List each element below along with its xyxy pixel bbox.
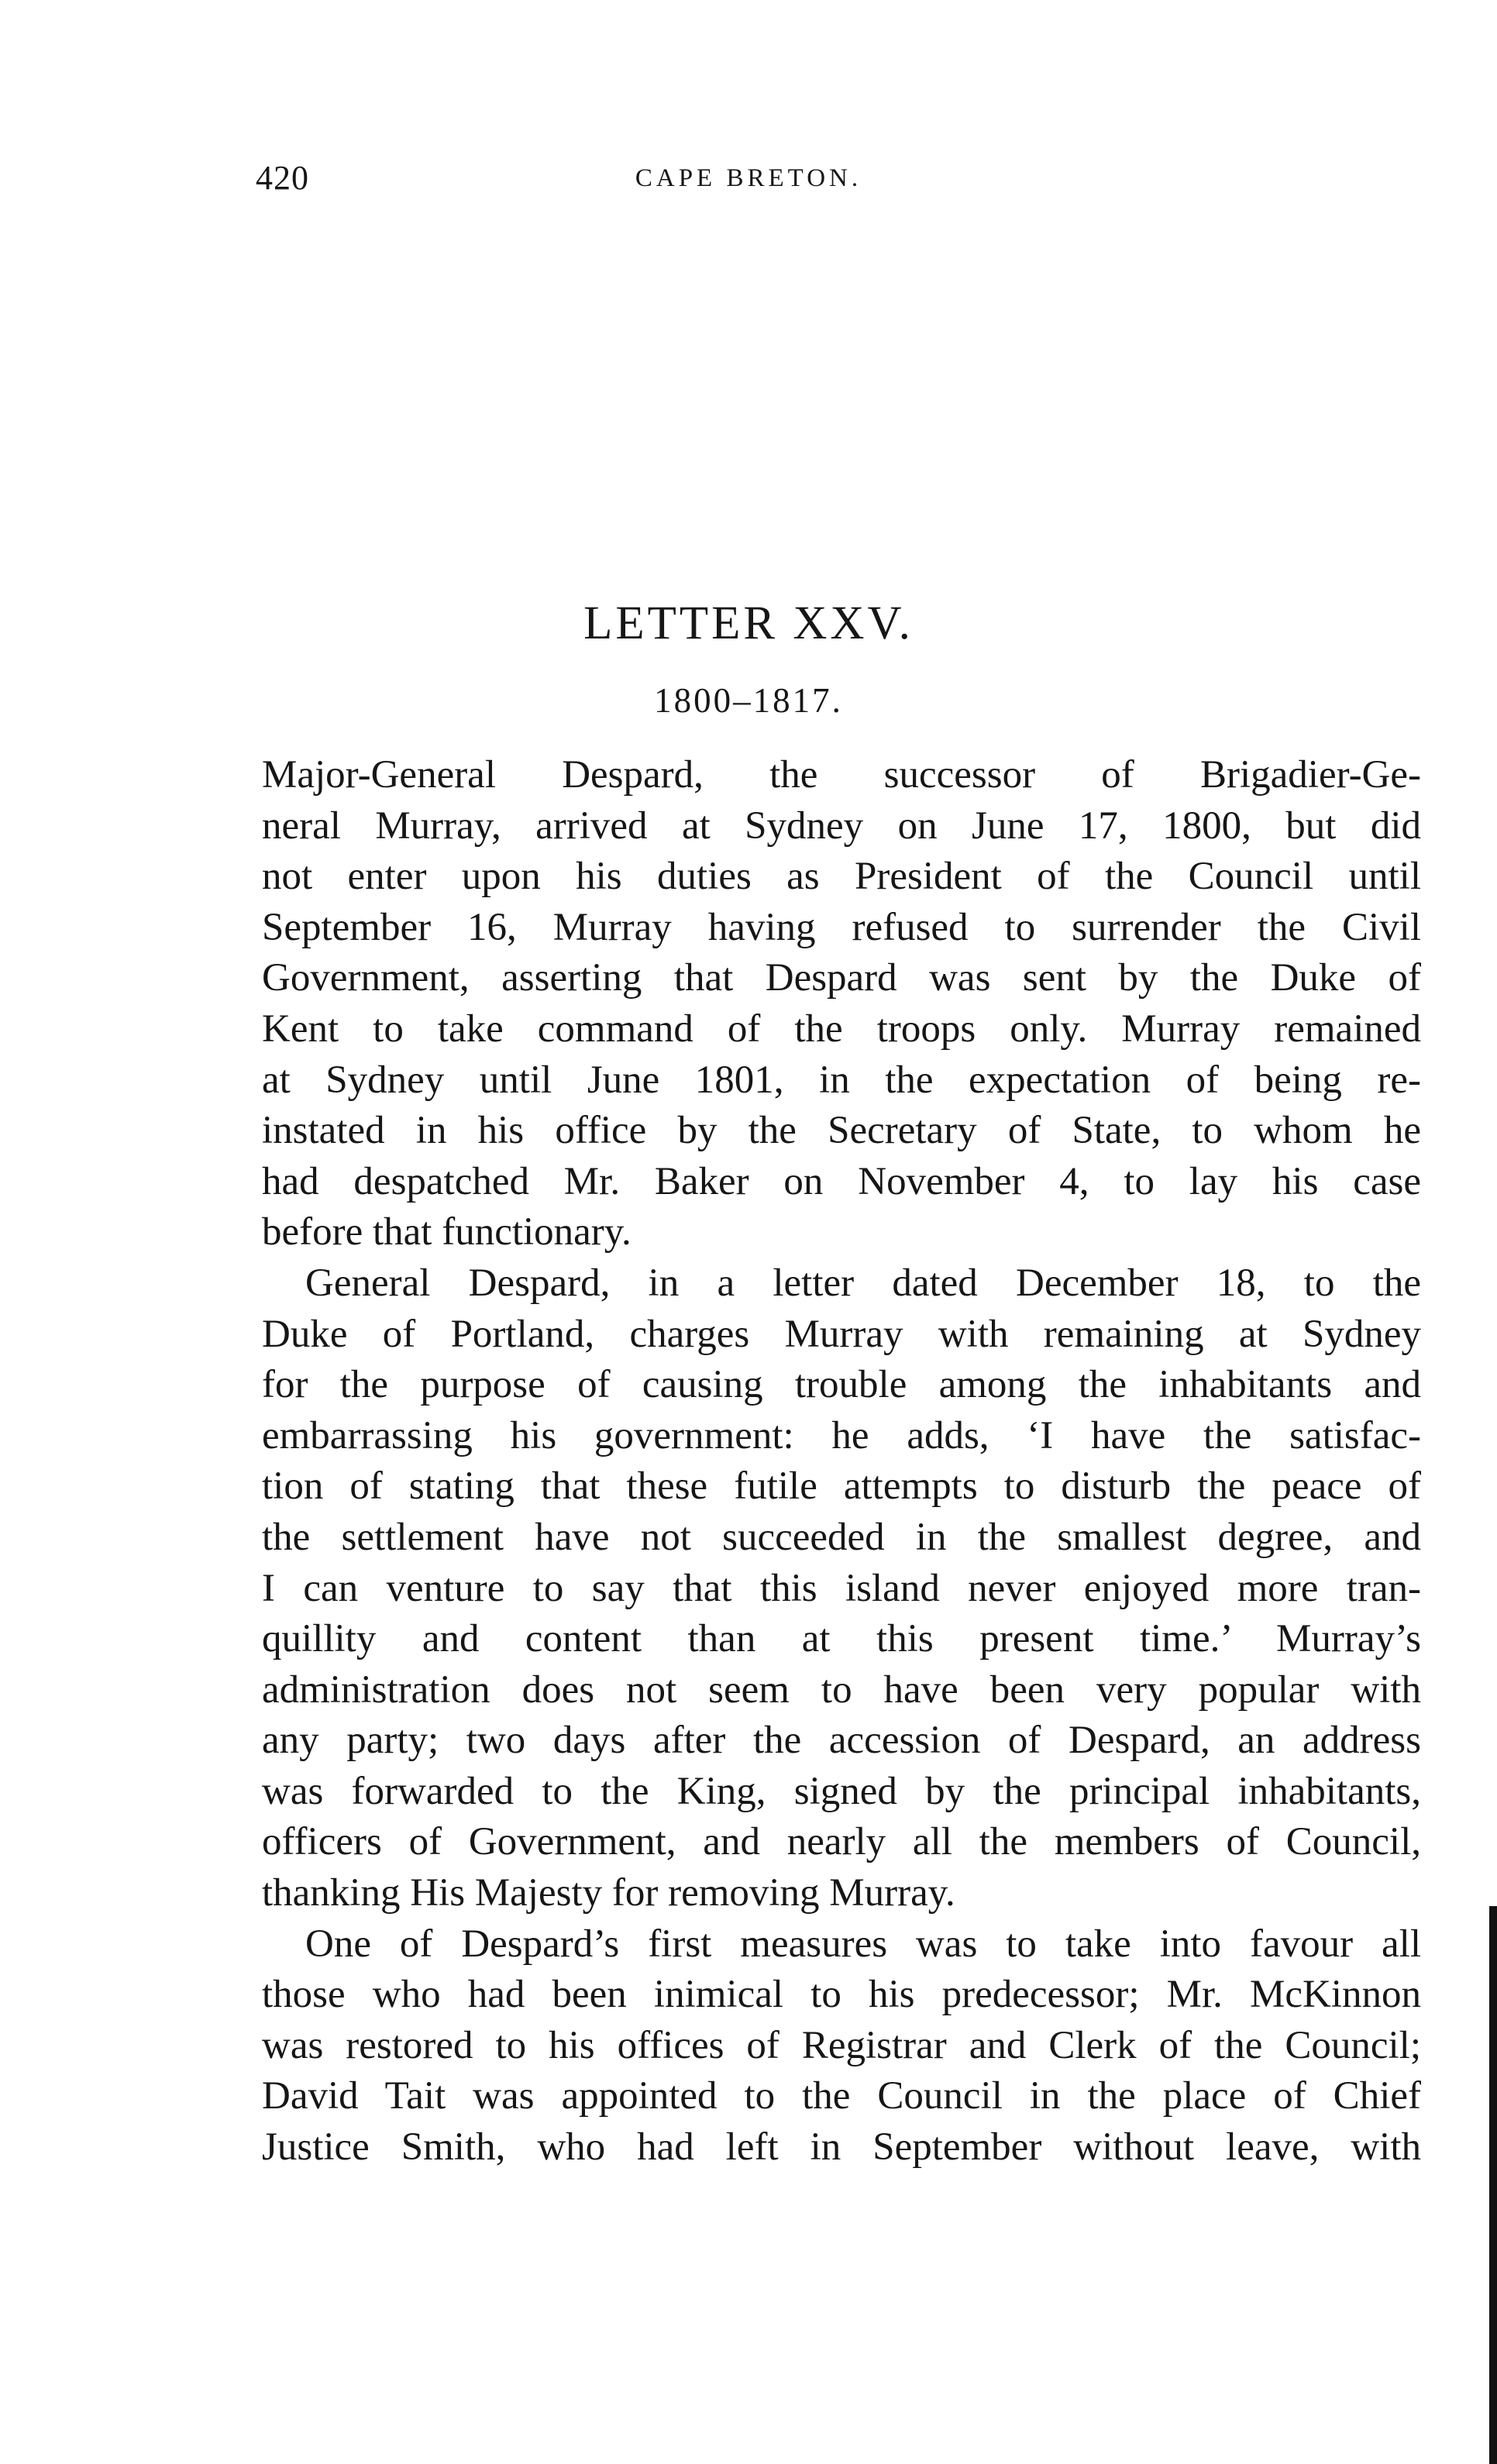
text-line: One of Despard’s first measures was to take into favour all (305, 1922, 1421, 1966)
text-line: was forwarded to the King, signed by the principal inhabitants, (262, 1769, 1421, 1813)
text-line: neral Murray, arrived at Sydney on June 17, 1800, but did (262, 804, 1421, 848)
text-line: officers of Government, and nearly all the members of Council, (262, 1820, 1421, 1864)
text-line: thanking His Majesty for removing Murray. (262, 1871, 955, 1915)
text-line: had despatched Mr. Baker on November 4, to lay his case (262, 1159, 1421, 1203)
text-line: Kent to take command of the troops only. Murray remained (262, 1007, 1421, 1051)
text-line: General Despard, in a letter dated December 18, to the (305, 1261, 1421, 1305)
text-line: I can venture to say that this island never enjoyed more tran- (262, 1566, 1421, 1610)
text-line: for the purpose of causing trouble among the inhabitants and (262, 1363, 1421, 1407)
letter-title: LETTER XXV. (583, 597, 914, 649)
text-line: before that functionary. (262, 1210, 631, 1254)
text-line: at Sydney until June 1801, in the expectation of being re- (262, 1058, 1421, 1102)
text-line: instated in his office by the Secretary of State, to whom he (262, 1109, 1421, 1153)
text-line: Major-General Despard, the successor of Brigadier-Ge- (262, 753, 1421, 797)
text-line: was restored to his offices of Registrar and Clerk of the Council; (262, 2023, 1421, 2067)
text-line: September 16, Murray having refused to surrender the Civil (262, 905, 1421, 949)
text-line: embarrassing his government: he adds, ‘I have the satisfac- (262, 1413, 1421, 1457)
text-line: not enter upon his duties as President of the Council until (262, 855, 1421, 899)
text-line: tion of stating that these futile attempts to disturb the peace of (262, 1464, 1421, 1509)
text-line: Government, asserting that Despard was sent by the Duke of (262, 956, 1421, 1000)
text-line: David Tait was appointed to the Council in the place of Chief (262, 2074, 1421, 2118)
binding-edge (1489, 1906, 1497, 2464)
text-line: the settlement have not succeeded in the smallest degree, and (262, 1515, 1421, 1559)
body-text (262, 750, 1421, 2173)
letter-dates: 1800–1817. (654, 681, 843, 720)
running-head: CAPE BRETON. (635, 164, 862, 192)
text-line: Justice Smith, who had left in September without leave, with (262, 2125, 1421, 2170)
text-line: any party; two days after the accession of Despard, an address (262, 1719, 1421, 1763)
text-line: administration does not seem to have been very popular with (262, 1667, 1421, 1712)
text-line: those who had been inimical to his predecessor; Mr. McKinnon (262, 1973, 1421, 2017)
text-line: quillity and content than at this present time.’ Murray’s (262, 1617, 1421, 1661)
text-line: Duke of Portland, charges Murray with remaining at Sydney (262, 1312, 1421, 1356)
page-number: 420 (256, 159, 309, 197)
